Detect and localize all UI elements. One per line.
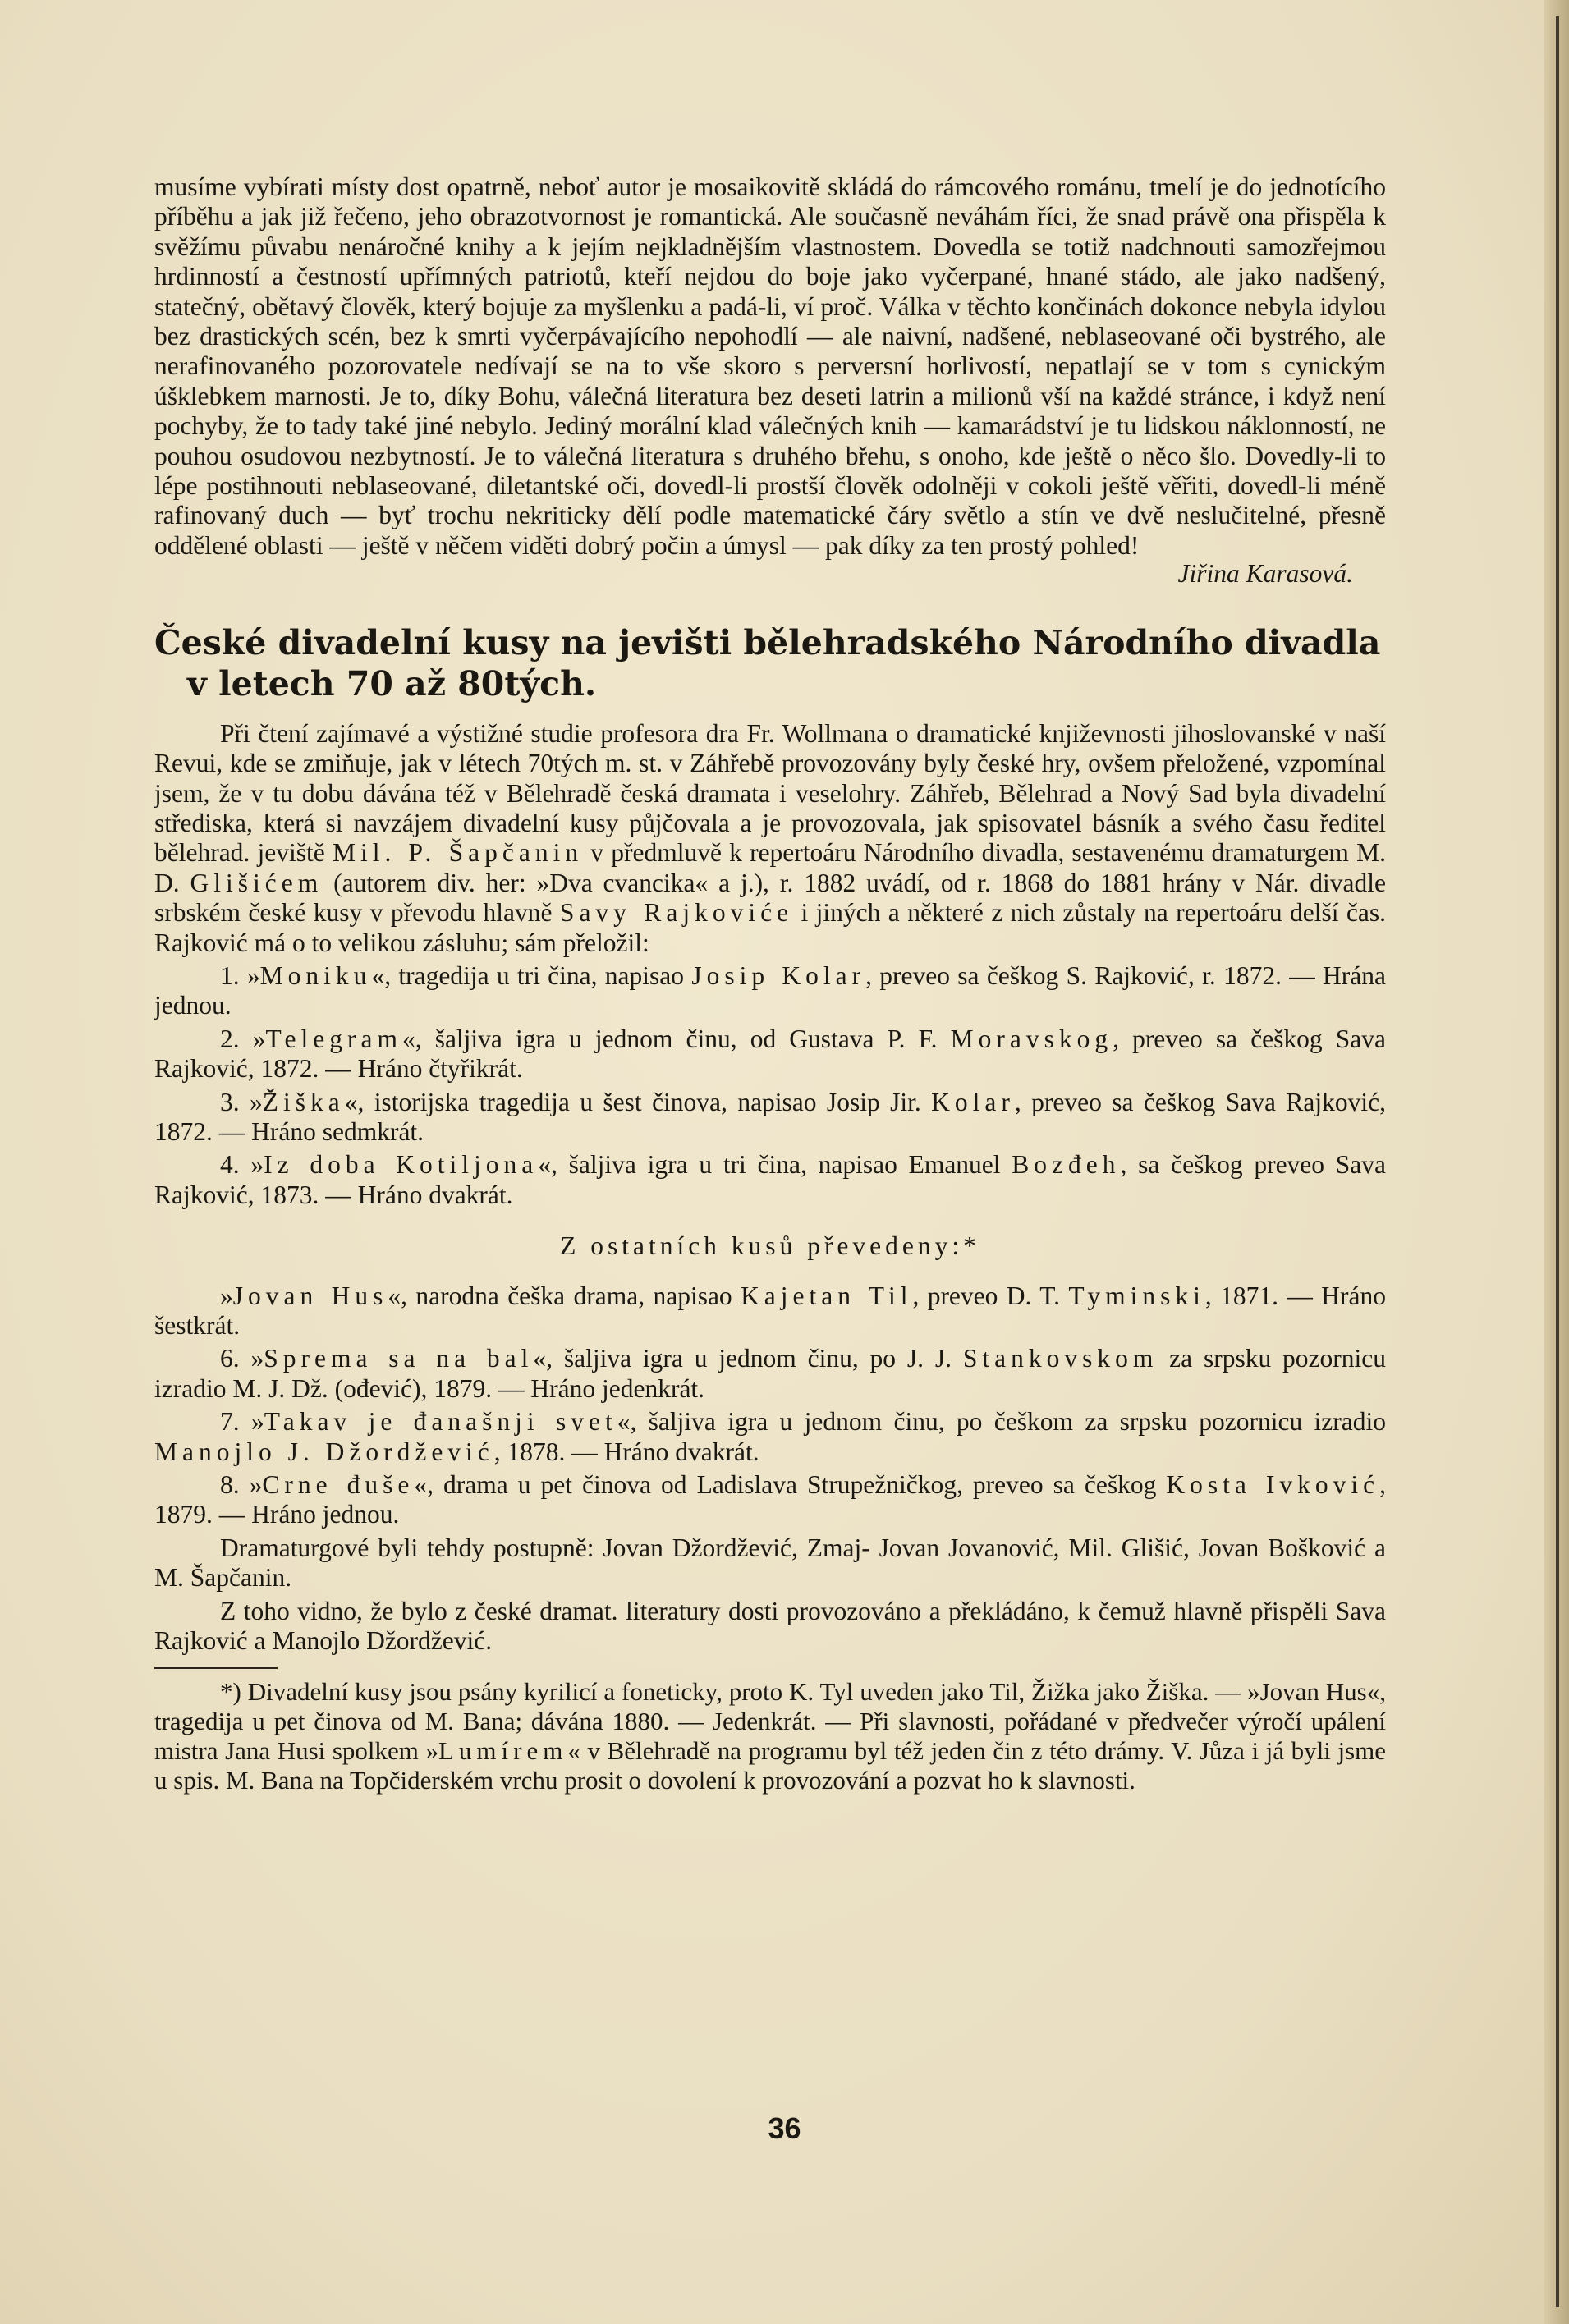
intro-paragraph: Při čtení zajímavé a výstižné studie profesora dra Fr. Wollmana o dramatické književnosti jihoslovanské v naší Revui, kde se zmiňuje, jak v létech 70tých m. st. v Záhřebě provozovány byly české hry, ovšem přeložené, vzpomínal jsem, že v tu dobu dávána též v Bělehradě česká dramata i veselohry. Záhřeb, Bělehrad a Nový Sad byla divadelní střediska, která si navzájem divadelní kusy půjčovala a je provozovala, jak spisovatel básník a svého času ředitel bělehrad. jeviště Mil. P. Šapčanin v předmluvě k repertoáru Národního divadla, sestavenému dramaturgem M. D. Glišićem (autorem div. her: »Dva cvancika« a j.), r. 1882 uvádí, od r. 1868 do 1881 hrány v Nár. divadle srbském české kusy v převodu hlavně Savy Rajkoviće i jiných a některé z nich zůstaly na repertoáru delší čas. Rajković má o to velikou zásluhu; sám přeložil:	[154, 718, 1387, 957]
footnote-rule	[154, 1667, 278, 1669]
list-item: 6. »Sprema sa na bal«, šaljiva igra u jednom činu, po J. J. Stankovskom za srpsku pozornicu izradio M. J. Dž. (ođević), 1879. — Hráno jedenkrát.	[154, 1344, 1386, 1403]
article-title	[154, 622, 1386, 704]
section-subheading: Z ostatních kusů převedeny:*	[560, 1231, 980, 1261]
review-signature: Jiřina Karasová.	[1177, 559, 1353, 589]
list-item: 1. »Moniku«, tragedija u tri čina, napisao Josip Kolar, preveo sa češkog S. Rajković, r. 1872. — Hrána jednou.	[154, 960, 1386, 1020]
page-number: 36	[768, 2111, 801, 2145]
list-item: »Jovan Hus«, narodna češka drama, napisao Kajetan Til, preveo D. T. Tyminski, 1871. — Hráno šestkrát.	[154, 1281, 1386, 1340]
article-title-line1: České divadelní kusy na jevišti bělehradského Národního divadla	[154, 622, 1381, 662]
dramaturg-paragraph: Dramaturgové byli tehdy postupně: Jovan Džordžević, Zmaj- Jovan Jovanović, Mil. Glišić, Jovan Bošković a M. Šapčanin.	[154, 1533, 1386, 1593]
list-item: 8. »Crne đuše«, drama u pet činova od Ladislava Strupežničkog, preveo sa češkog Kosta Ivković, 1879. — Hráno jednou.	[154, 1470, 1387, 1529]
text-column	[154, 172, 1386, 1795]
conclusion-paragraph: Z toho vidno, že bylo z české dramat. literatury dosti provozováno a překládáno, k čemuž hlavně přispěli Sava Rajković a Manojlo Džordžević.	[154, 1596, 1386, 1656]
article-title-line2: v letech 70 až 80tých.	[187, 663, 597, 704]
list-item: 7. »Takav je đanašnji svet«, šaljiva igra u jednom činu, po češkom za srpsku pozornicu izradio Manojlo J. Džordžević, 1878. — Hráno dvakrát.	[154, 1407, 1386, 1466]
list-item: 3. »Žiška«, istorijska tragedija u šest činova, napisao Josip Jir. Kolar, preveo sa češkog Sava Rajković, 1872. — Hráno sedmkrát.	[154, 1087, 1387, 1146]
binding-line	[1556, 16, 1559, 2307]
review-paragraph: musíme vybírati místy dost opatrně, neboť autor je mosaikovitě skládá do rámcového románu, tmelí je do jednotícího příběhu a jak již řečeno, jeho obrazotvornost je romantická. Ale současně neváhám říci, že snad právě ona přispěla k svěžímu půvabu nenáročné knihy a k jejím nejkladnějším vlastnostem. Dovedla se totiž nadchnouti samozřejmou hrdinností a čestností upřímných patriotů, kteří nejdou do boje jako vyčerpané, hnané stádo, ale jako nadšený, statečný, obětavý člověk, který bojuje za myšlenku a padá-li, ví proč. Válka v těchto končinách dokonce nebyla idylou bez drastických scén, bez k smrti vyčerpávajícího nepohodlí — ale naivní, nadšené, neblaseované oči bystrého, ale nerafinovaného pozorovatele nedívají se na to vše skoro s perversní horlivostí, nepatlají se v tom s cynickým úšklebkem marnosti. Je to, díky Bohu, válečná literatura bez deseti latrin a milionů vší na každé stránce, i když není pochyby, že to tady také jiné nebylo. Jediný morální klad válečných knih — kamarádství je tu lidskou náklonností, ne pouhou osudovou nezbytností. Je to válečná literatura s druhého břehu, s onoho, kde ještě o něco šlo. Dovedly-li to lépe postihnouti neblaseované, diletantské oči, dovedl-li prostší člověk odolněji v cokoli ještě věřiti, dovedl-li méně rafinovaný duch — byť trochu nekriticky dělí podle matematické čáry světlo a stín ve dvě neslučitelné, přesně oddělené oblasti — ještě v něčem viděti dobrý počin a úmysl — pak díky za ten prostý pohled!	[154, 172, 1386, 560]
list-item: 4. »Iz doba Kotiljona«, šaljiva igra u tri čina, napisao Emanuel Bozđeh, sa češkog preveo Sava Rajković, 1873. — Hráno dvakrát.	[154, 1150, 1387, 1209]
list-item: 2. »Telegram«, šaljiva igra u jednom činu, od Gustava P. F. Moravskog, preveo sa češkog Sava Rajković, 1872. — Hráno čtyřikrát.	[154, 1024, 1386, 1084]
footnote: *) Divadelní kusy jsou psány kyrilicí a foneticky, proto K. Tyl uveden jako Til, Žižka jako Žiška. — »Jovan Hus«, tragedija u pet činova od M. Bana; dávána 1880. — Jedenkrát. — Při slavnosti, pořádané v předvečer výročí upálení mistra Jana Husi spolkem »Lumírem« v Bělehradě na programu byl též jeden čin z této drámy. V. Jůza i já byli jsme u spis. M. Bana na Topčiderském vrchu prosit o dovolení k provozování a pozvat ho k slavnosti.	[154, 1677, 1386, 1795]
